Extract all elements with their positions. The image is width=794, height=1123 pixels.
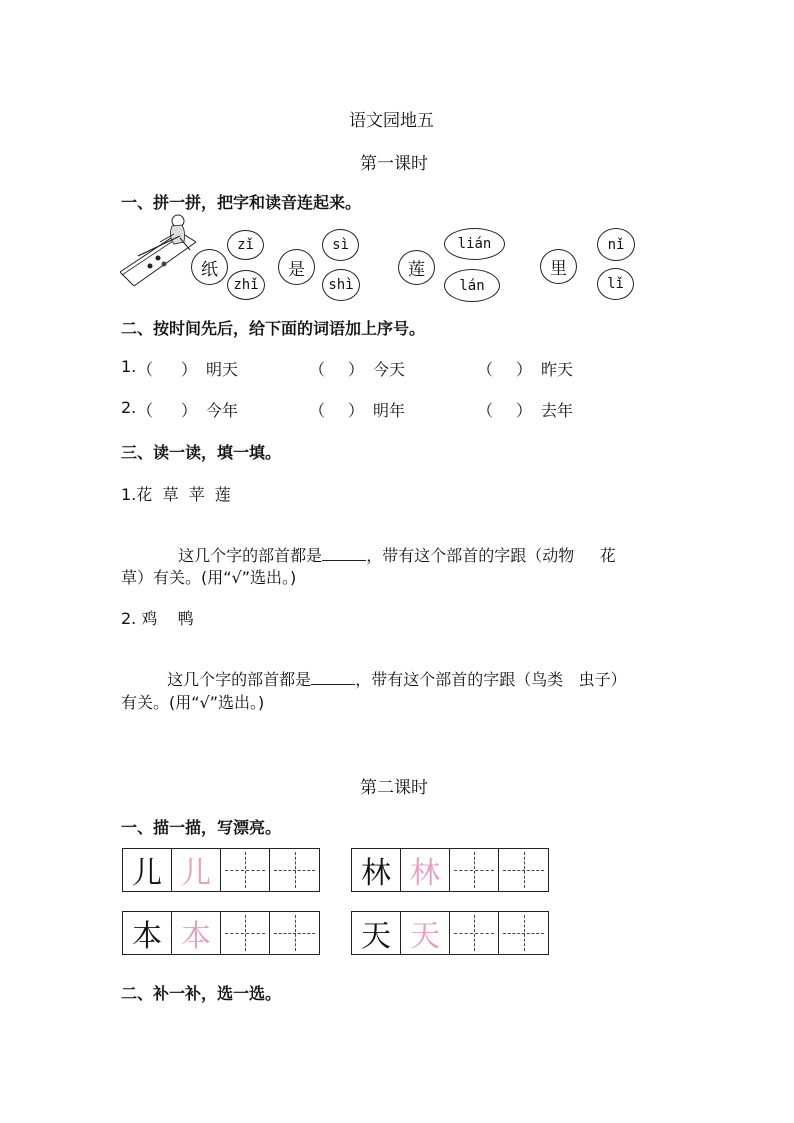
- paren-close: ）: [181, 401, 198, 420]
- char-oval[interactable]: 是: [278, 249, 315, 285]
- q3-item1-title: 1.花 草 苹 莲: [121, 485, 231, 504]
- paren-open: （: [309, 360, 326, 379]
- writing-cell[interactable]: [270, 912, 319, 954]
- writing-cell[interactable]: [221, 912, 270, 954]
- word: 昨天: [541, 360, 574, 379]
- q2-label: 二、按时间先后，给下面的词语加上序号。: [121, 319, 426, 338]
- pinyin-oval[interactable]: zǐ: [227, 230, 264, 260]
- row-number: 1.: [121, 357, 137, 376]
- paren-close: ）: [348, 360, 365, 379]
- q3-item1-line1: 这几个字的部首都是 ，带有这个部首的字跟（动物 花: [178, 546, 616, 565]
- writing-cell[interactable]: [499, 912, 548, 954]
- writing-grid: [122, 848, 320, 892]
- lesson1-heading: 第一课时: [360, 154, 428, 174]
- paren-close: ）: [516, 401, 533, 420]
- page-title: 语文园地五: [349, 111, 434, 131]
- model-char-cell: 儿: [123, 849, 172, 891]
- lesson2-q1-label: 一、描一描，写漂亮。: [121, 818, 282, 837]
- model-char-cell: 天: [352, 912, 401, 954]
- pinyin-oval[interactable]: nǐ: [597, 228, 635, 261]
- trace-char-cell[interactable]: 儿: [172, 849, 221, 891]
- paren-open: （: [477, 401, 494, 420]
- q3-label: 三、读一读，填一填。: [121, 443, 282, 462]
- paren-close: ）: [181, 360, 198, 379]
- model-char-cell: 本: [123, 912, 172, 954]
- char-oval[interactable]: 里: [540, 249, 577, 284]
- trace-char-cell[interactable]: 本: [172, 912, 221, 954]
- word: 明年: [373, 401, 406, 420]
- char-oval[interactable]: 莲: [398, 250, 435, 285]
- pinyin-oval[interactable]: shì: [322, 269, 360, 301]
- word: 去年: [541, 401, 574, 420]
- writing-cell[interactable]: [499, 849, 548, 891]
- paren-close: ）: [348, 401, 365, 420]
- word: 今年: [206, 401, 239, 420]
- trace-char-cell[interactable]: 林: [401, 849, 450, 891]
- row-number: 2.: [121, 398, 137, 417]
- writing-cell[interactable]: [221, 849, 270, 891]
- q1-label: 一、拼一拼，把字和读音连起来。: [121, 193, 362, 212]
- word: 今天: [373, 360, 406, 379]
- word: 明天: [206, 360, 239, 379]
- writing-grid: [351, 911, 549, 955]
- lesson2-heading: 第二课时: [360, 778, 428, 798]
- q3-item2-title: 2. 鸡 鸭: [121, 609, 194, 628]
- pinyin-oval[interactable]: lán: [444, 269, 500, 302]
- writing-cell[interactable]: [270, 849, 319, 891]
- writing-grid: [122, 911, 320, 955]
- pinyin-oval[interactable]: lián: [444, 228, 505, 260]
- paren-open: （: [309, 401, 326, 420]
- q3-item2-line2: 有关。(用“√”选出。): [121, 693, 265, 712]
- fill-blank[interactable]: [311, 670, 355, 685]
- paren-open: （: [137, 360, 154, 379]
- lesson2-q2-label: 二、补一补，选一选。: [121, 984, 282, 1003]
- q3-item1-line2: 草）有关。(用“√”选出。): [121, 568, 297, 587]
- billiards-illustration: [120, 212, 196, 286]
- fill-blank[interactable]: [322, 546, 366, 561]
- paren-open: （: [137, 401, 154, 420]
- paren-open: （: [477, 360, 494, 379]
- model-char-cell: 林: [352, 849, 401, 891]
- paren-close: ）: [516, 360, 533, 379]
- pinyin-oval[interactable]: lǐ: [597, 268, 634, 300]
- pinyin-oval[interactable]: sì: [322, 229, 359, 261]
- pinyin-oval[interactable]: zhǐ: [227, 270, 265, 300]
- trace-char-cell[interactable]: 天: [401, 912, 450, 954]
- writing-cell[interactable]: [450, 849, 499, 891]
- writing-grid: [351, 848, 549, 892]
- char-oval[interactable]: 纸: [191, 249, 228, 285]
- q3-item2-line1: 这几个字的部首都是 ，带有这个部首的字跟（鸟类 虫子）: [167, 670, 627, 689]
- writing-cell[interactable]: [450, 912, 499, 954]
